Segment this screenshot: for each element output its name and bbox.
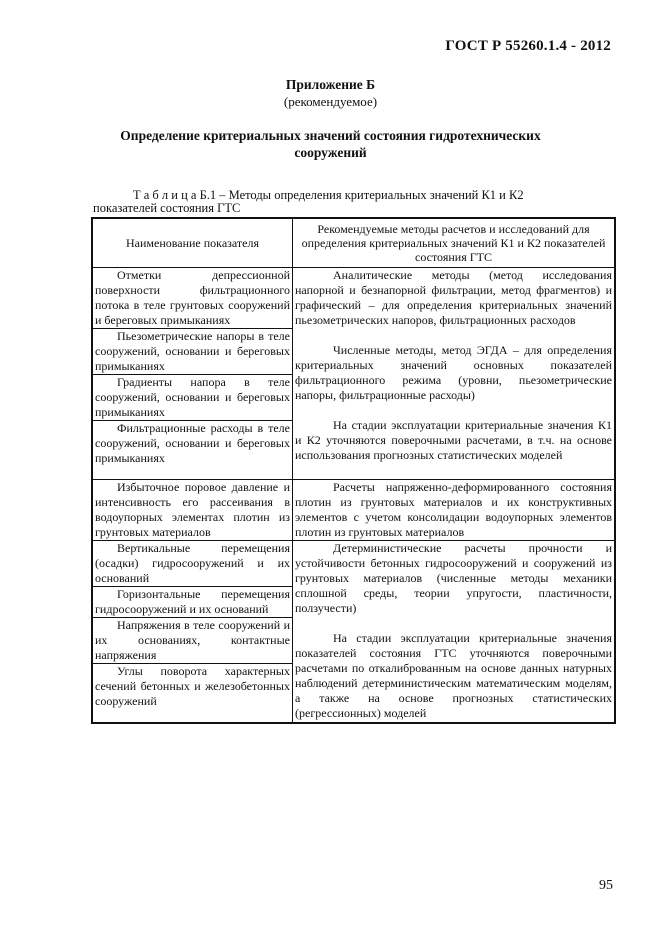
section-heading-line-2: сооружений xyxy=(294,145,367,160)
indicator-cell: Фильтрационные расходы в теле сооружений, основании и береговых примыканиях xyxy=(92,421,293,480)
document-standard-number: ГОСТ Р 55260.1.4 - 2012 xyxy=(445,38,611,54)
table-row xyxy=(92,541,615,587)
method-cell-pore-pressure: Расчеты напряженно-деформированного состояния плотин из грунтовых материалов и их конструктивных элементов с учетом консолидации водоупорных элементов плотин из грунтовых материалов xyxy=(293,480,616,541)
indicator-cell: Вертикальные перемещения (осадки) гидросооружений и их оснований xyxy=(92,541,293,587)
table-caption-line-2: показателей состояния ГТС xyxy=(93,201,241,215)
method-cell-filtration xyxy=(293,268,616,480)
table-row xyxy=(92,268,615,329)
table-header-row xyxy=(92,218,615,268)
indicator-cell: Избыточное поровое давление и интенсивность его рассеивания в водоупорных элементах плотин из грунтовых материалов xyxy=(92,480,293,541)
method-paragraph: Аналитические методы (метод исследования напорной и безнапорной фильтрации, метод фрагментов) и графический – для определения критериальных значений пьезометрических напоров, фильтрационных расходов xyxy=(295,268,612,327)
indicator-cell: Углы поворота характерных сечений бетонных и железобетонных сооружений xyxy=(92,664,293,724)
column-header-indicator: Наименование показателя xyxy=(92,218,293,268)
indicator-cell: Напряжения в теле сооружений и их основаниях, контактные напряжения xyxy=(92,618,293,664)
appendix-status: (рекомендуемое) xyxy=(283,94,378,109)
page-number: 95 xyxy=(599,878,613,893)
section-heading-line-1: Определение критериальных значений состояния гидротехнических xyxy=(120,128,541,143)
indicator-cell: Градиенты напора в теле сооружений, основании и береговых примыканиях xyxy=(92,375,293,421)
methods-table xyxy=(91,217,616,724)
table-caption-line-1: Т а б л и ц а Б.1 – Методы определения критериальных значений К1 и К2 xyxy=(133,188,524,202)
method-paragraph: Численные методы, метод ЭГДА – для определения критериальных значений основных показателей фильтрационного режима (уровни, пьезометрические напоры, фильтрационные расходы) xyxy=(295,343,612,402)
table-row xyxy=(92,480,615,541)
section-heading xyxy=(0,127,661,161)
method-paragraph: Детерминистические расчеты прочности и устойчивости бетонных гидросооружений и сооружений из грунтовых материалов (численные методы механики сплошной среды, теории упругости, пластичности, ползучести) xyxy=(295,541,612,615)
method-paragraph: На стадии эксплуатации критериальные значения К1 и К2 уточняются поверочными расчетами, в т.ч. на основе использования прогнозных статистических моделей xyxy=(295,418,612,462)
method-cell-deformation xyxy=(293,541,616,724)
method-paragraph: На стадии эксплуатации критериальные значения показателей состояния ГТС уточняются поверочными расчетами по откалиброванным на основе данных натурных наблюдений детерминистическим математическим моделям, а также на основе прогнозных статистических (регрессионных) моделей xyxy=(295,631,612,720)
indicator-cell: Пьезометрические напоры в теле сооружений, основании и береговых примыканиях xyxy=(92,329,293,375)
column-header-methods: Рекомендуемые методы расчетов и исследований для определения критериальных значений К1 и К2 показателей состояния ГТС xyxy=(293,218,616,268)
indicator-cell: Горизонтальные перемещения гидросооружений и их оснований xyxy=(92,587,293,618)
indicator-cell: Отметки депрессионной поверхности фильтрационного потока в теле грунтовых сооружений и береговых примыканиях xyxy=(92,268,293,329)
table-caption xyxy=(93,189,613,215)
appendix-title: Приложение Б xyxy=(285,77,376,92)
